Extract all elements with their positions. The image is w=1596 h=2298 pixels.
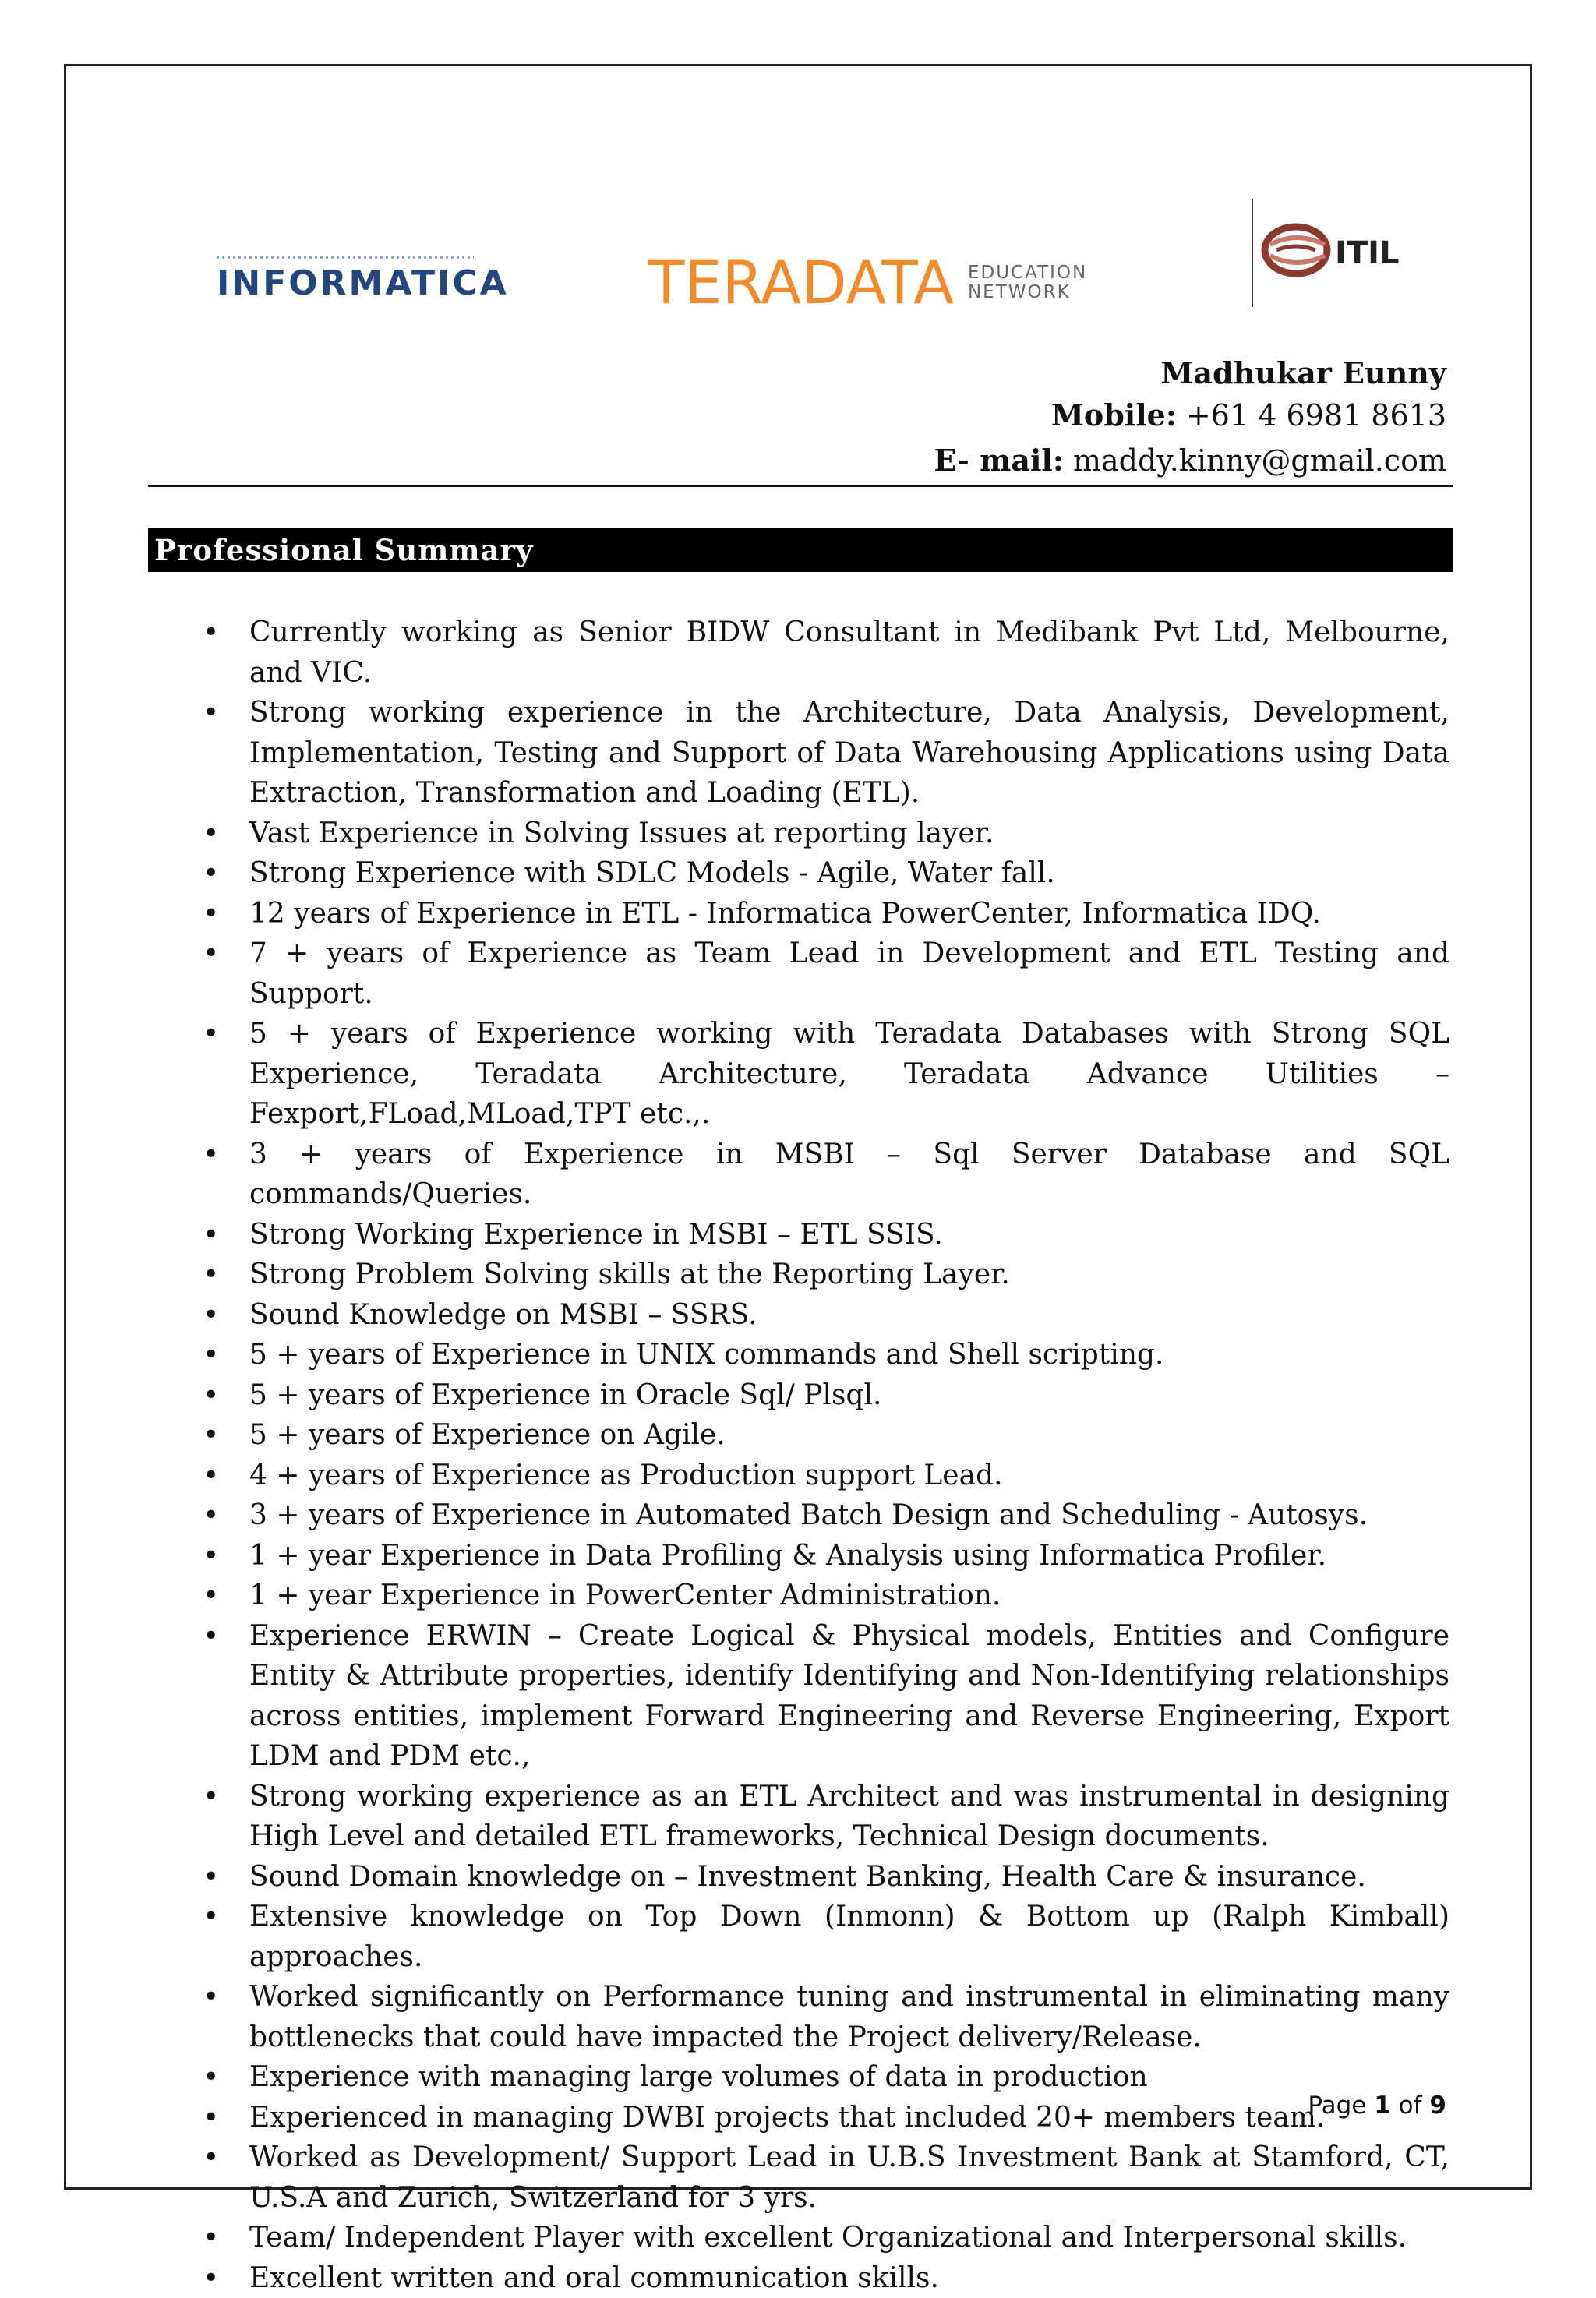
list-item: • Experience ERWIN – Create Logical & Physical models, Entities and Configure Entity & Attribute properties, identify Identifying and Non-Identifying relationships across entities, implement Forward Engineering and Reverse Engineering, Export LDM and PDM etc., xyxy=(203,1616,1449,1777)
list-item: • 1 + year Experience in PowerCenter Administration. xyxy=(203,1576,1449,1616)
list-item: • 1 + year Experience in Data Profiling & Analysis using Informatica Profiler. xyxy=(203,1536,1449,1576)
teradata-sub-network: NETWORK xyxy=(968,283,1087,302)
list-item: • 5 + years of Experience in Oracle Sql/ Plsql. xyxy=(203,1375,1449,1416)
candidate-name: Madhukar Eunny xyxy=(1160,355,1446,390)
summary-list xyxy=(203,612,1449,2298)
email-label: E- mail: xyxy=(934,443,1063,478)
itil-logo xyxy=(1252,199,1434,307)
list-item: • 3 + years of Experience in Automated Batch Design and Scheduling - Autosys. xyxy=(203,1495,1449,1536)
list-item: • Excellent written and oral communication skills. xyxy=(203,2258,1449,2298)
itil-swirl-icon xyxy=(1265,227,1327,274)
informatica-logo-dots xyxy=(217,256,474,259)
list-item: • Experience with managing large volumes of data in production xyxy=(203,2057,1449,2098)
page-of: of xyxy=(1399,2091,1422,2120)
itil-logo-graphic xyxy=(1261,207,1432,293)
list-item: • Strong Problem Solving skills at the Reporting Layer. xyxy=(203,1255,1449,1295)
list-item: • Strong working experience as an ETL Architect and was instrumental in designing High Level and detailed ETL frameworks, Technical Design documents. xyxy=(203,1777,1449,1857)
page-total: 9 xyxy=(1429,2091,1446,2120)
page-current: 1 xyxy=(1374,2091,1391,2120)
page-number xyxy=(1308,2091,1446,2120)
teradata-sub-education: EDUCATION xyxy=(968,263,1087,283)
list-item: • Worked significantly on Performance tuning and instrumental in eliminating many bottlenecks that could have impacted the Project delivery/Release. xyxy=(203,1977,1449,2057)
teradata-logo-text: TERADATA xyxy=(648,248,954,317)
teradata-logo xyxy=(648,248,1087,317)
email-line xyxy=(934,443,1446,478)
email-value: maddy.kinny@gmail.com xyxy=(1073,443,1446,478)
list-item: • 5 + years of Experience in UNIX commands and Shell scripting. xyxy=(203,1335,1449,1375)
list-item: • Worked as Development/ Support Lead in U.B.S Investment Bank at Stamford, CT, U.S.A and Zurich, Switzerland for 3 yrs. xyxy=(203,2137,1449,2218)
informatica-logo xyxy=(217,263,509,303)
teradata-education-network xyxy=(968,263,1087,302)
header-divider xyxy=(148,485,1453,487)
list-item: • 5 + years of Experience on Agile. xyxy=(203,1415,1449,1456)
list-item: • 12 years of Experience in ETL - Informatica PowerCenter, Informatica IDQ. xyxy=(203,894,1449,934)
list-item: • Currently working as Senior BIDW Consultant in Medibank Pvt Ltd, Melbourne, and VIC. xyxy=(203,612,1449,693)
list-item: • 5 + years of Experience working with Teradata Databases with Strong SQL Experience, Teradata Architecture, Teradata Advance Utilities – Fexport,FLoad,MLoad,TPT etc.,. xyxy=(203,1014,1449,1135)
list-item: • 4 + years of Experience as Production support Lead. xyxy=(203,1456,1449,1496)
mobile-value: +61 4 6981 8613 xyxy=(1186,398,1446,432)
mobile-label: Mobile: xyxy=(1051,397,1177,432)
list-item: • Sound Domain knowledge on – Investment Banking, Health Care & insurance. xyxy=(203,1857,1449,1897)
section-heading-professional-summary: Professional Summary xyxy=(148,528,1453,572)
list-item: • Sound Knowledge on MSBI – SSRS. xyxy=(203,1295,1449,1336)
mobile-line xyxy=(1051,397,1446,432)
list-item: • Strong Working Experience in MSBI – ETL SSIS. xyxy=(203,1215,1449,1255)
list-item: • 7 + years of Experience as Team Lead in Development and ETL Testing and Support. xyxy=(203,934,1449,1014)
list-item: • Vast Experience in Solving Issues at reporting layer. xyxy=(203,814,1449,854)
list-item: • Strong working experience in the Architecture, Data Analysis, Development, Implementation, Testing and Support of Data Warehousing Applications using Data Extraction, Transformation and Loading (ETL). xyxy=(203,693,1449,814)
list-item: • Experienced in managing DWBI projects that included 20+ members team. xyxy=(203,2098,1449,2138)
list-item: • 3 + years of Experience in MSBI – Sql Server Database and SQL commands/Queries. xyxy=(203,1135,1449,1215)
itil-logo-text: ITIL xyxy=(1335,235,1400,271)
list-item: • Team/ Independent Player with excellent Organizational and Interpersonal skills. xyxy=(203,2218,1449,2258)
page-label: Page xyxy=(1308,2091,1366,2120)
informatica-logo-text: INFORMATICA xyxy=(217,263,509,303)
list-item: • Extensive knowledge on Top Down (Inmonn) & Bottom up (Ralph Kimball) approaches. xyxy=(203,1897,1449,1977)
list-item: • Strong Experience with SDLC Models - Agile, Water fall. xyxy=(203,853,1449,894)
